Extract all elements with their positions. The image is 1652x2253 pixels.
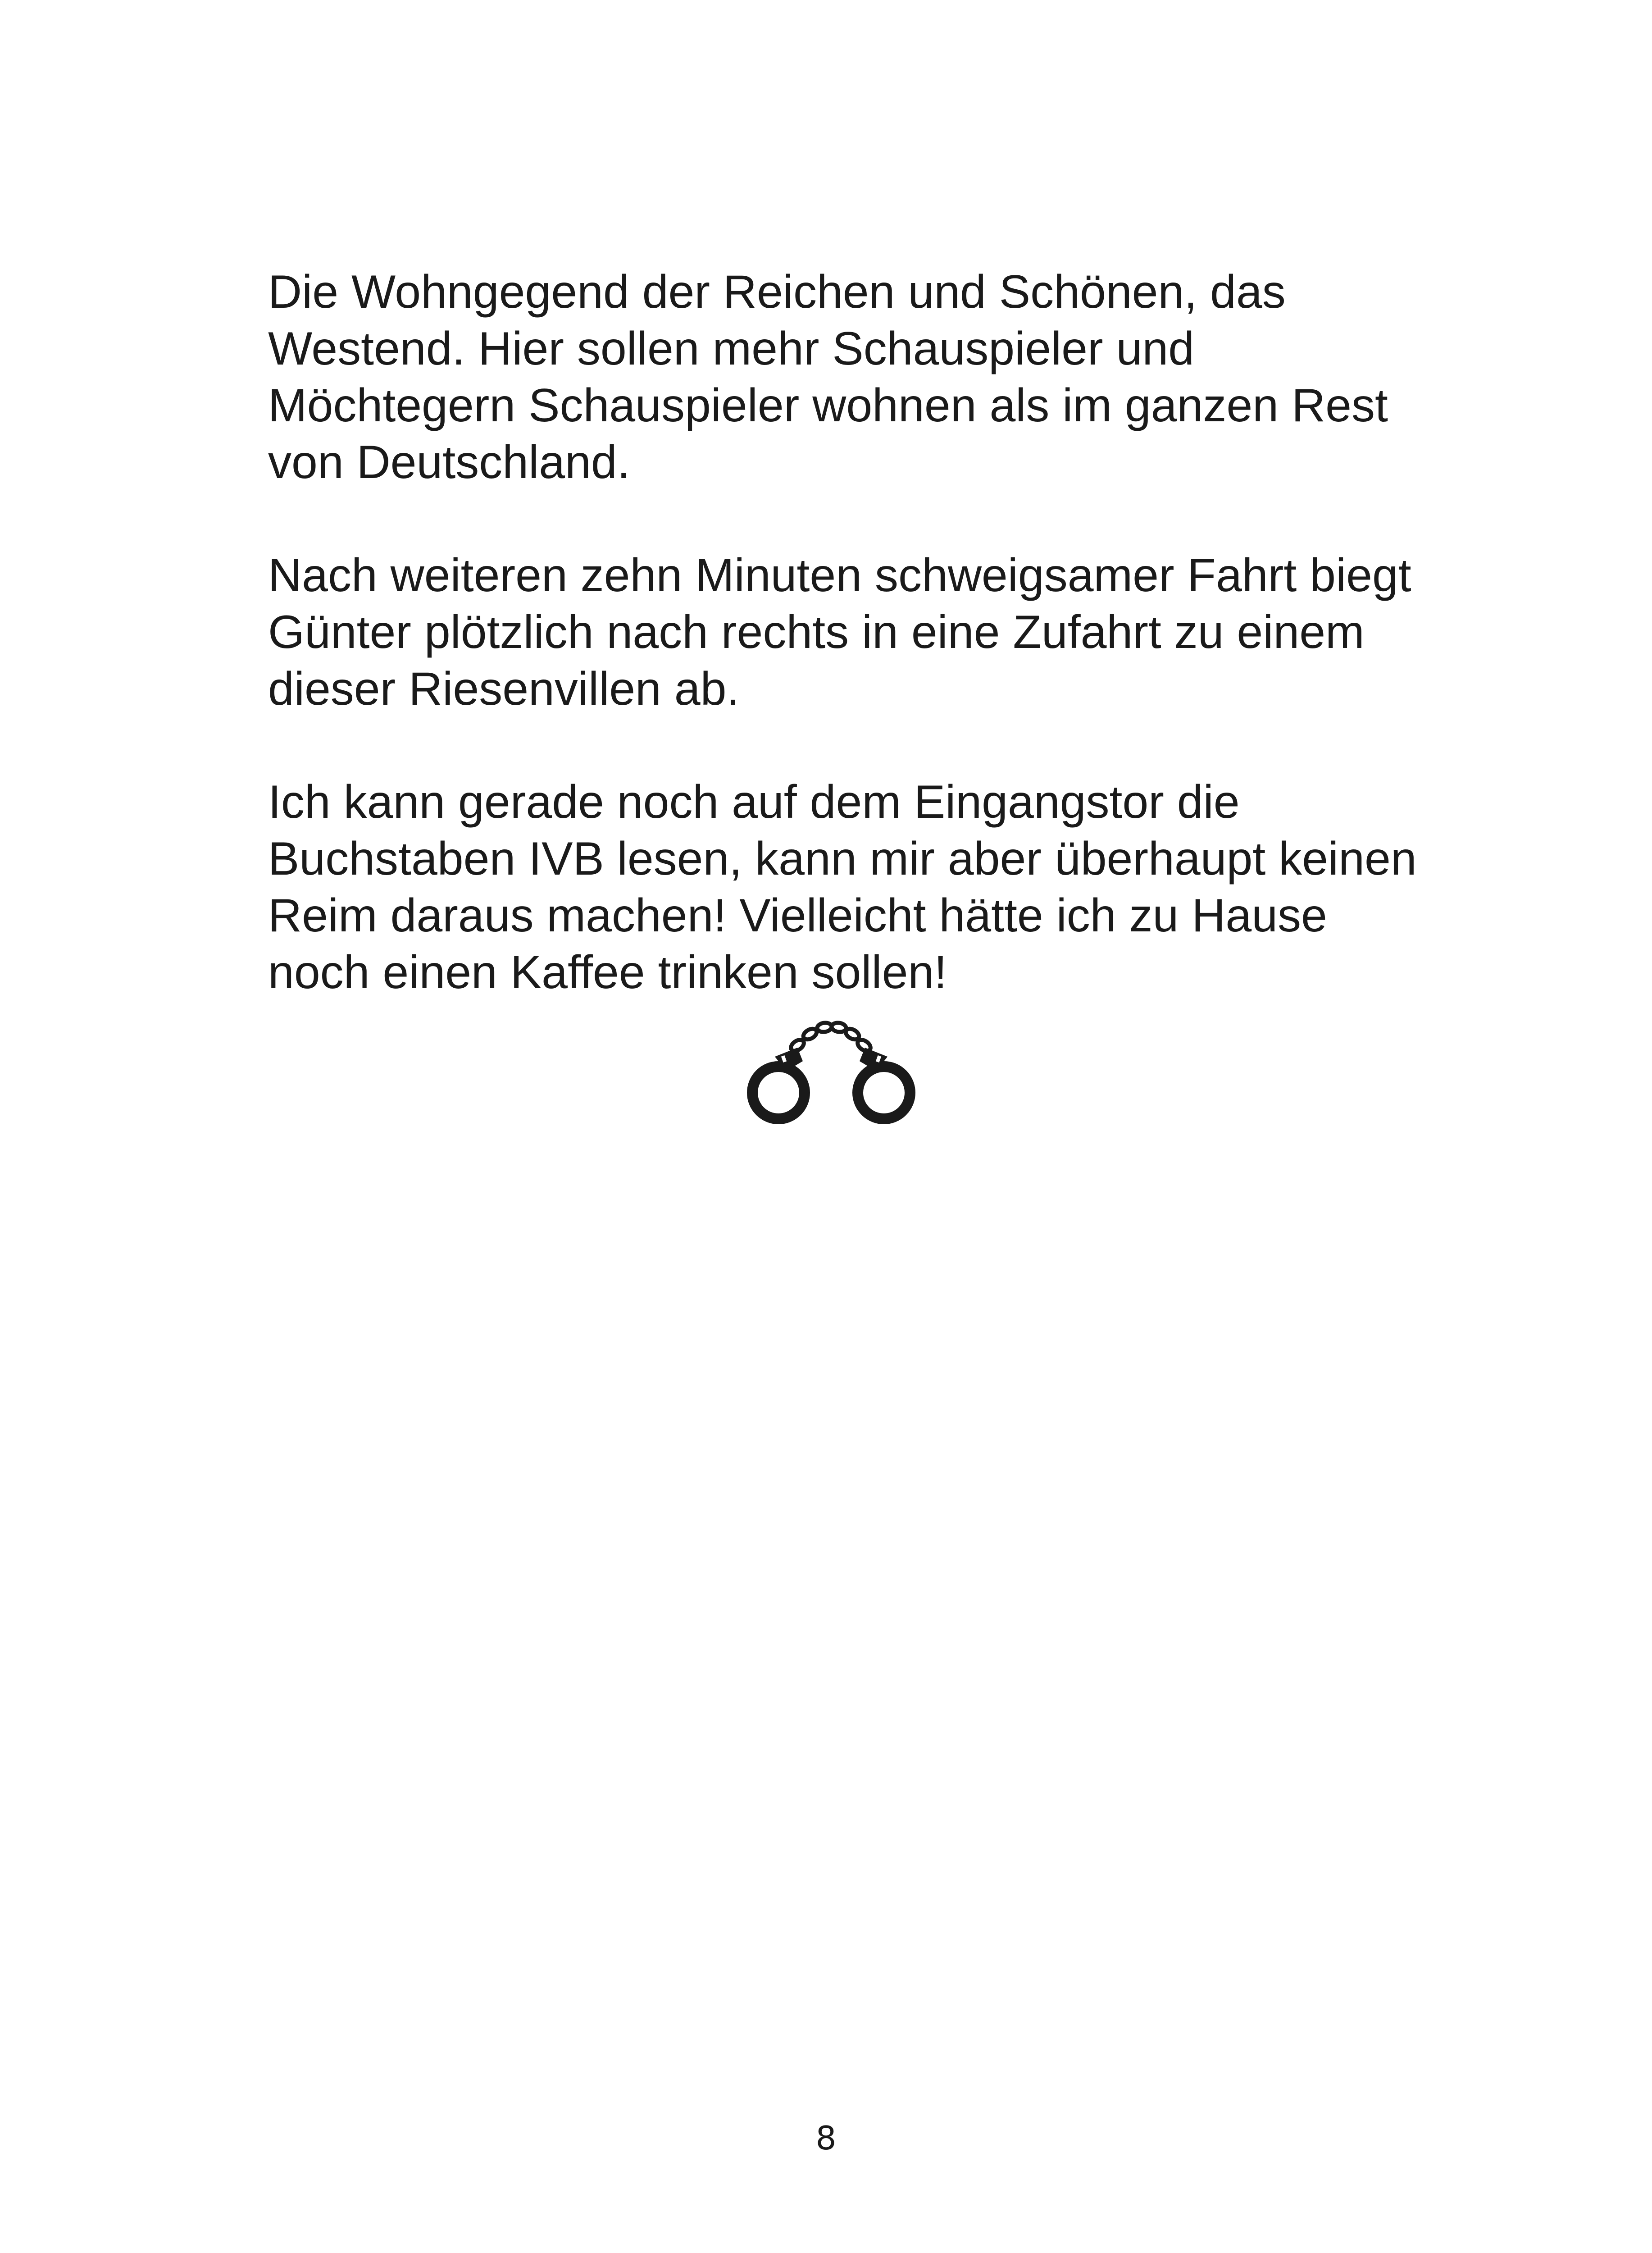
text-line: noch einen Kaffee trinken sollen! bbox=[268, 946, 947, 999]
text-line: Die Wohngegend der Reichen und Schönen, das bbox=[268, 266, 1286, 318]
paragraph-3 bbox=[268, 774, 1421, 1001]
text-line: Buchstaben IVB lesen, kann mir aber überhaupt keinen bbox=[268, 833, 1417, 885]
paragraph-2 bbox=[268, 547, 1421, 717]
text-line: Möchtegern Schauspieler wohnen als im ganzen Rest bbox=[268, 379, 1388, 432]
paragraph-1 bbox=[268, 264, 1421, 491]
page-number: 8 bbox=[815, 2119, 837, 2157]
text-line: dieser Riesenvillen ab. bbox=[268, 663, 740, 715]
body-text bbox=[268, 264, 1421, 1057]
handcuffs-icon bbox=[743, 1003, 919, 1133]
text-line: von Deutschland. bbox=[268, 436, 630, 488]
text-line: Günter plötzlich nach rechts in eine Zufahrt zu einem bbox=[268, 606, 1365, 658]
text-line: Ich kann gerade noch auf dem Eingangstor die bbox=[268, 776, 1240, 828]
text-line: Nach weiteren zehn Minuten schweigsamer Fahrt biegt bbox=[268, 549, 1411, 602]
text-line: Reim daraus machen! Vielleicht hätte ich zu Hause bbox=[268, 889, 1327, 942]
text-line: Westend. Hier sollen mehr Schauspieler und bbox=[268, 323, 1195, 375]
